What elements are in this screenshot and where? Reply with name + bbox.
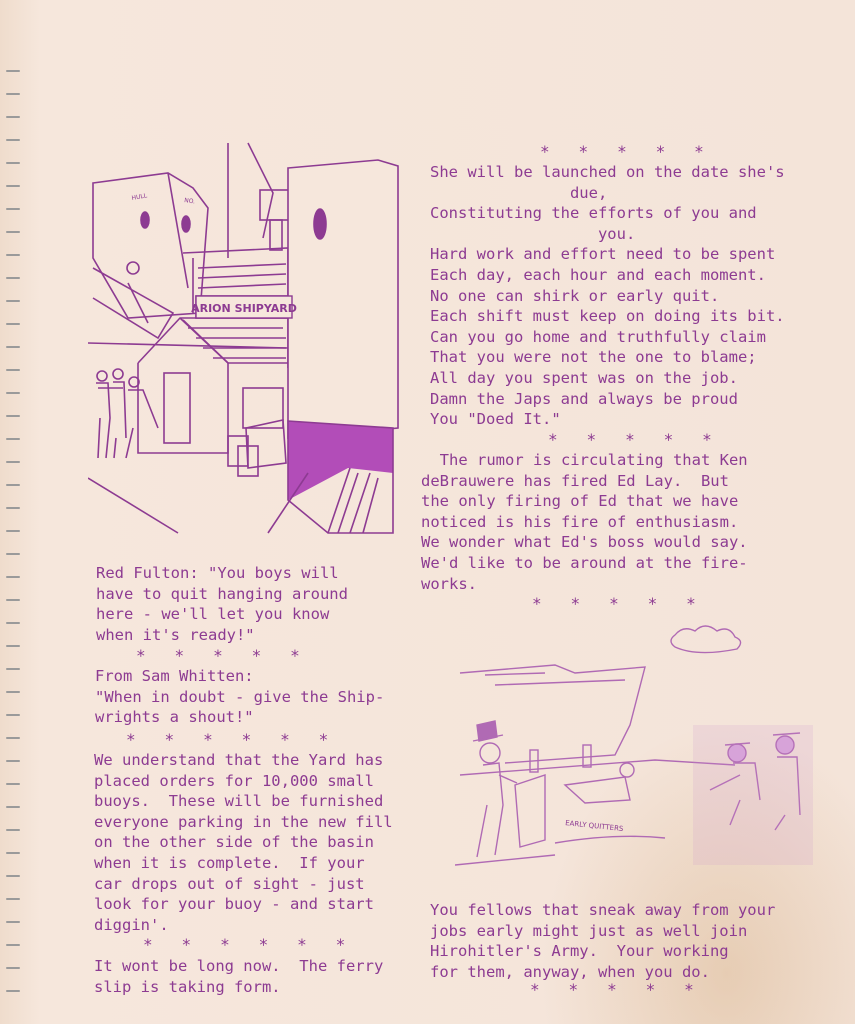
ferry-paragraph xyxy=(94,956,383,997)
text-line: You "Doed It." xyxy=(430,410,561,429)
binder-hole xyxy=(6,967,20,969)
binder-hole xyxy=(6,70,20,72)
red-fulton-quote xyxy=(96,563,348,645)
binder-hole xyxy=(6,898,20,900)
binder-hole xyxy=(6,645,20,647)
quitters-stars: * * * * * xyxy=(530,980,694,999)
text-line: for them, anyway, when you do. xyxy=(430,962,710,981)
text-line: Can you go home and truthfully claim xyxy=(430,327,766,346)
binder-hole xyxy=(6,990,20,992)
binder-hole xyxy=(6,921,20,923)
text-line: "When in doubt - give the Ship- xyxy=(95,687,385,706)
text-line: We'd like to be around at the fire- xyxy=(421,553,748,572)
binder-hole xyxy=(6,875,20,877)
binder-hole xyxy=(6,806,20,808)
binder-hole xyxy=(6,277,20,279)
text-line: diggin'. xyxy=(94,915,169,934)
text-line: Red Fulton: "You boys will xyxy=(96,564,339,582)
stars-2: * * * * * * xyxy=(126,730,329,749)
text-line: due, xyxy=(430,183,608,202)
binder-hole xyxy=(6,668,20,670)
binder-hole xyxy=(6,438,20,440)
binder-hole xyxy=(6,461,20,463)
buoys-paragraph xyxy=(94,750,393,935)
text-line: No one can shirk or early quit. xyxy=(430,286,720,305)
text-line: wrights a shout!" xyxy=(95,708,254,727)
shipyard-sign: ARION SHIPYARD xyxy=(191,302,297,315)
binder-hole xyxy=(6,576,20,578)
text-line: look for your buoy - and start xyxy=(94,895,374,914)
early-quitters-caption: EARLY QUITTERS xyxy=(564,819,624,834)
stars-1: * * * * * xyxy=(136,646,300,665)
binder-hole xyxy=(6,484,20,486)
text-line: when it is complete. If your xyxy=(94,853,365,872)
text-line: She will be launched on the date she's xyxy=(430,163,785,181)
text-line: the only firing of Ed that we have xyxy=(421,492,739,511)
poem-stars-top: * * * * * xyxy=(540,142,704,161)
rumor-text xyxy=(421,450,748,594)
binder-hole xyxy=(6,737,20,739)
text-line: It wont be long now. The ferry xyxy=(94,957,384,975)
binder-hole xyxy=(6,300,20,302)
binder-hole xyxy=(6,944,20,946)
text-line: You fellows that sneak away from your xyxy=(430,901,776,919)
binder-hole xyxy=(6,852,20,854)
text-line: buoys. These will be furnished xyxy=(94,792,384,811)
hull-number-label: NO. xyxy=(183,197,196,206)
binder-hole xyxy=(6,530,20,532)
binder-hole xyxy=(6,829,20,831)
binder-hole xyxy=(6,93,20,95)
text-line: have to quit hanging around xyxy=(96,584,348,603)
text-line: works. xyxy=(421,574,477,593)
binder-hole xyxy=(6,783,20,785)
text-line: Damn the Japs and always be proud xyxy=(430,389,738,408)
binder-holes xyxy=(0,20,28,1010)
binder-hole xyxy=(6,369,20,371)
text-line: We wonder what Ed's boss would say. xyxy=(421,533,748,552)
poem-text xyxy=(430,162,785,430)
text-line: noticed is his fire of enthusiasm. xyxy=(421,512,739,531)
binder-hole xyxy=(6,139,20,141)
text-line: everyone parking in the new fill xyxy=(94,812,393,831)
binder-hole xyxy=(6,507,20,509)
shipyard-illustration xyxy=(88,138,408,538)
text-line: That you were not the one to blame; xyxy=(430,348,757,367)
hull-label: HULL xyxy=(131,192,148,202)
text-line: Hard work and effort need to be spent xyxy=(430,245,776,264)
text-line: on the other side of the basin xyxy=(94,833,374,852)
binder-hole xyxy=(6,553,20,555)
binder-hole xyxy=(6,392,20,394)
binder-hole xyxy=(6,116,20,118)
text-line: We understand that the Yard has xyxy=(94,751,384,769)
binder-hole xyxy=(6,622,20,624)
text-line: All day you spent was on the job. xyxy=(430,368,738,387)
text-line: car drops out of sight - just xyxy=(94,874,365,893)
binder-hole xyxy=(6,185,20,187)
stars-3: * * * * * * xyxy=(143,935,346,954)
binder-hole xyxy=(6,208,20,210)
text-line: jobs early might just as well join xyxy=(430,921,748,940)
text-line: Constituting the efforts of you and xyxy=(430,204,757,223)
text-line: placed orders for 10,000 small xyxy=(94,771,374,790)
poem-stars-bottom: * * * * * xyxy=(548,430,712,449)
text-line: Each shift must keep on doing its bit. xyxy=(430,307,785,326)
text-line: The rumor is circulating that Ken xyxy=(421,451,748,469)
text-line: here - we'll let you know xyxy=(96,605,330,624)
sam-whitten-quote xyxy=(95,666,384,728)
text-line: Hirohitler's Army. Your working xyxy=(430,942,729,961)
text-line: slip is taking form. xyxy=(94,977,281,996)
binder-hole xyxy=(6,714,20,716)
binder-hole xyxy=(6,599,20,601)
early-quitters-illustration xyxy=(455,625,815,875)
text-line: you. xyxy=(430,224,636,243)
binder-hole xyxy=(6,415,20,417)
binder-hole xyxy=(6,254,20,256)
binder-hole xyxy=(6,760,20,762)
text-line: Each day, each hour and each moment. xyxy=(430,265,766,284)
binder-hole xyxy=(6,691,20,693)
rumor-stars: * * * * * xyxy=(532,594,696,613)
binder-hole xyxy=(6,231,20,233)
binder-hole xyxy=(6,162,20,164)
quitters-paragraph xyxy=(430,900,775,982)
text-line: From Sam Whitten: xyxy=(95,667,254,685)
text-line: when it's ready!" xyxy=(96,625,255,644)
text-line: deBrauwere has fired Ed Lay. But xyxy=(421,471,729,490)
binder-hole xyxy=(6,346,20,348)
binder-hole xyxy=(6,323,20,325)
